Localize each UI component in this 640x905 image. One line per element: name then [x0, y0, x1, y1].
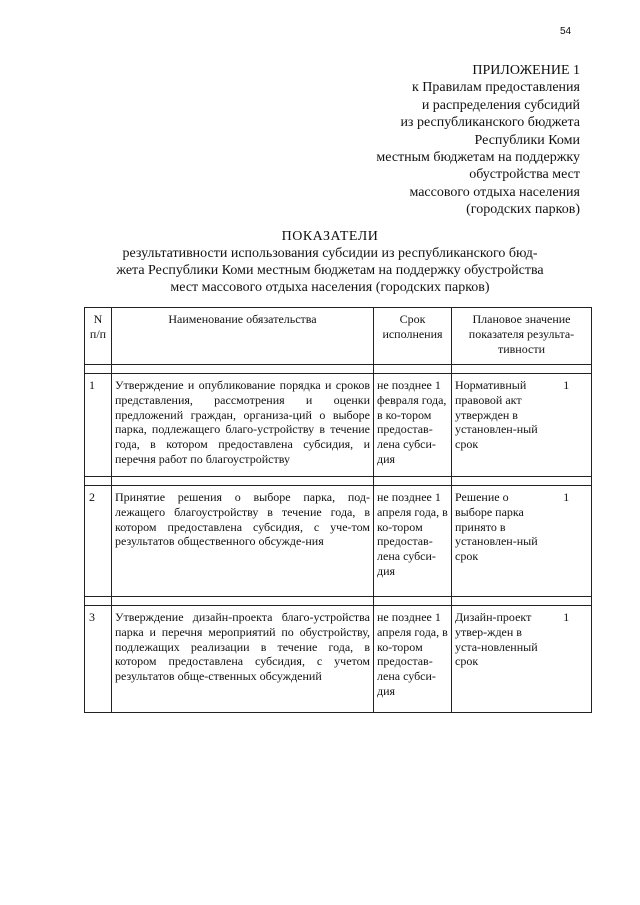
appendix-line: массового отдыха населения	[409, 184, 580, 200]
cell-num: 2	[85, 486, 112, 597]
table-row	[85, 374, 592, 477]
appendix-line: и распределения субсидий	[421, 97, 580, 113]
document-heading	[80, 228, 580, 296]
cell-name: Утверждение и опубликование порядка и сроков представления, рассмотрения и оценки предложений граждан, организа-ций о выборе парка, подлежащего благо-устройству в течение года, в котором предоставлена субсидия, и перечня работ по благоустройству	[112, 374, 374, 477]
cell-deadline: не позднее 1 февраля года, в ко-тором предостав-лена субси-дия	[374, 374, 452, 477]
indicators-table	[84, 307, 592, 713]
appendix-line: к Правилам предоставления	[411, 80, 580, 96]
cell-name: Принятие решения о выборе парка, под-лежащего благоустройству в течение года, в котором предоставлена субсидия, с уче-том результатов общественного обсужде-ния	[112, 486, 374, 597]
cell-value: 1	[542, 486, 592, 597]
table-spacer	[85, 597, 592, 606]
appendix-line: Республики Коми	[474, 132, 580, 148]
page-number: 54	[560, 26, 572, 37]
appendix-line: местным бюджетам на поддержку	[376, 150, 580, 166]
cell-num: 1	[85, 374, 112, 477]
cell-result: Дизайн-проект утвер-жден в уста-новленный срок	[452, 606, 542, 713]
heading-line: мест массового отдыха населения (городских парков)	[170, 280, 490, 295]
table-spacer	[85, 365, 592, 374]
table-row	[85, 486, 592, 597]
cell-result: Решение о выборе парка принято в установлен-ный срок	[452, 486, 542, 597]
cell-value: 1	[542, 606, 592, 713]
cell-deadline: не позднее 1 апреля года, в ко-тором предостав-лена субси-дия	[374, 486, 452, 597]
appendix-line: обустройства мест	[469, 167, 580, 183]
table-header-row	[85, 308, 592, 365]
cell-deadline: не позднее 1 апреля года, в ко-тором предостав-лена субси-дия	[374, 606, 452, 713]
heading-title: ПОКАЗАТЕЛИ	[281, 229, 379, 244]
cell-name: Утверждение дизайн-проекта благо-устройства парка и перечня мероприятий по обустройству, подлежащих реализации в течение года, в котором предоставлена субсидия, с учетом результатов обще-ственных обсуждений	[112, 606, 374, 713]
appendix-line: ПРИЛОЖЕНИЕ 1	[472, 63, 580, 78]
cell-result: Нормативный правовой акт утвержден в установлен-ный срок	[452, 374, 542, 477]
table-row	[85, 606, 592, 713]
cell-value: 1	[542, 374, 592, 477]
cell-num: 3	[85, 606, 112, 713]
header-num: N п/п	[85, 308, 112, 365]
heading-line: результативности использования субсидии из республиканского бюд-	[122, 246, 538, 261]
header-name: Наименование обязательства	[112, 308, 374, 365]
appendix-line: из республиканского бюджета	[400, 115, 580, 131]
appendix-line: (городских парков)	[466, 202, 580, 218]
appendix-block	[280, 62, 580, 219]
header-planned: Плановое значение показателя результа-тивности	[452, 308, 592, 365]
heading-line: жета Республики Коми местным бюджетам на поддержку обустройства	[116, 263, 544, 278]
table-spacer	[85, 477, 592, 486]
header-deadline: Срок исполнения	[374, 308, 452, 365]
